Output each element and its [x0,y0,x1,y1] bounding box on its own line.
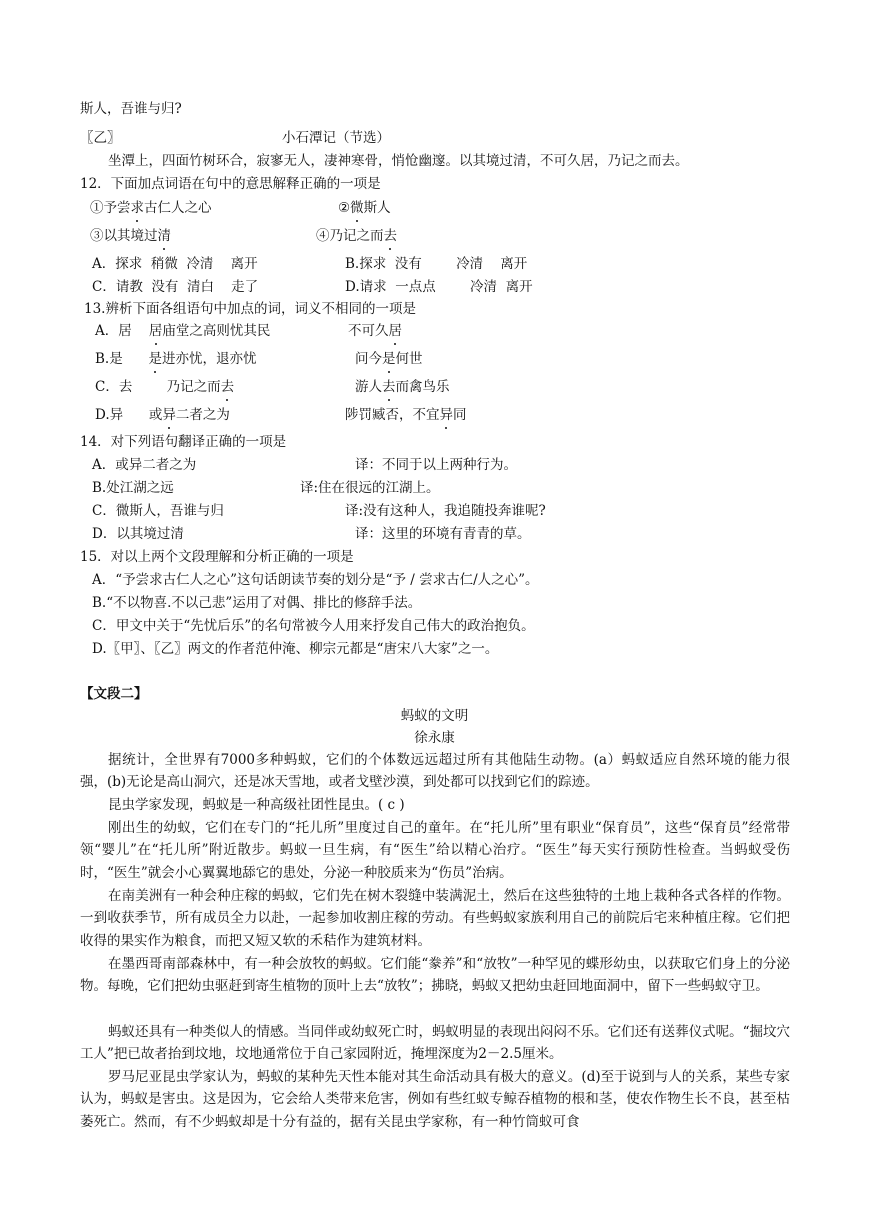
q12-option-d: D.请求 一点点 冷清 离开 [345,279,533,295]
q13-d-left-post: 二者之为 [175,407,230,423]
paragraph-1: 据统计，全世界有7000多种蚂蚁，它们的个体数远远超过所有其他陆生动物。(a）蚂蚁适应自然环境的能力很强，(b)无论是高山洞穴，还是冰天雪地，或者戈壁沙漠，到处都可以找到它们的踪迹。 [80,752,790,791]
paragraph-4: 在南美洲有一种会种庄稼的蚂蚁，它们先在树木裂缝中装满泥土，然后在这些独特的土地上栽种各式各样的作物。一到收获季节，所有成员全力以赴，一起参加收割庄稼的劳动。有些蚂蚁家族利用自己的前院后宅来种植庄稼。它们把收得的果实作为粮食，而把又短又软的禾秸作为建筑材料。 [80,888,790,949]
q14-a-translation: 译：不同于以上两种行为。 [355,457,517,473]
q13-a-right [348,320,402,342]
q12-option-a: A．探求 稍微 冷清 离开 [92,256,258,272]
section2-heading: 【文段二】 [80,686,148,702]
q13-c-right-dotted: 去 [382,376,396,398]
yi-text: 坐潭上，四面竹树环合，寂寥无人，凄神寒骨，悄怆幽邃。以其境过清，不可久居，乃记之而去。 [108,153,689,169]
q12-s2-post: 斯人 [363,200,391,216]
q13-a-right-pre: 不可久 [348,323,389,339]
q13-d-right-dotted: 异 [440,404,454,426]
q13-d-left [95,404,230,426]
jia-tail-line: 斯人，吾谁与归? [80,101,182,117]
paragraph-6: 蚂蚁还具有一种类似人的情感。当同伴或幼蚁死亡时，蚂蚁明显的表现出闷闷不乐。它们还有送葬仪式呢。“掘坟穴工人”把已故者抬到坟地，坟地通常位于自己家园附近，掩埋深度为2－2.5厘米。 [80,1024,790,1063]
yi-title: 小石潭记（节选） [282,130,390,146]
q13-d-left-pre: D.异 或 [95,407,163,423]
q13-b-right-post: 何世 [395,351,423,367]
q12-s3-pre: ③以其境过 [90,228,158,244]
paragraph-3: 刚出生的幼蚁，它们在专门的“托儿所”里度过自己的童年。在“托儿所”里有职业“保育员”，这些“保育员”经常带领“婴儿”在“托儿所”附近散步。蚂蚁一旦生病，有“医生”给以精心治疗。“医生”每天实行预防性检查。当蚂蚁受伤时，“医生”就会小心翼翼地舔它的患处，分泌一种胶质来为“伤员”治病。 [80,820,790,881]
q14-b-source: B.处江湖之远 [92,480,174,496]
article-title: 蚂蚁的文明 [400,708,469,724]
q14-stem: 14．对下列语句翻译正确的一项是 [80,434,287,450]
q12-s2-dotted: 微 [350,197,364,219]
q14-b-translation: 译:住在很远的江湖上。 [300,480,440,496]
q12-s2-pre: ② [338,200,351,216]
article-author: 徐永康 [414,730,455,746]
q13-b-right-pre: 问今 [355,351,382,367]
q13-d-right [345,404,467,426]
q15-option-a: A．“予尝求古仁人之心”这句话朗读节奏的划分是“予 / 尝求古仁/人之心”。 [92,572,539,588]
q13-a-left-pre: A．居 [95,323,149,339]
q13-d-left-dotted: 异 [162,404,176,426]
q12-s3-dotted: 清 [158,225,172,247]
yi-tag: 〖乙〗 [80,130,121,146]
q13-c-right [355,376,450,398]
q13-b-right-dotted: 是 [382,348,396,370]
q13-b-left-post: 进亦忧，退亦忧 [161,351,257,367]
q12-s4 [316,225,397,247]
q12-option-b: B.探求 没有 冷清 离开 [345,256,528,272]
q14-c-translation: 译:没有这种人，我追随投奔谁呢? [345,503,546,519]
q14-d-translation: 译：这里的环境有青青的草。 [355,526,531,542]
q12-s4-dotted: 去 [384,225,398,247]
q12-s1-dotted: 求 [131,197,145,219]
q13-a-left [95,320,270,342]
q13-c-left-pre: C．去 乃记之而 [95,379,221,395]
q14-d-source: D．以其境过清 [92,526,184,542]
q12-s1 [90,197,212,219]
q12-s4-pre: ④乃记之而 [316,228,384,244]
q13-stem: 13.辨析下面各组语句中加点的词，词义不相同的一项是 [84,301,416,317]
q13-c-right-pre: 游人 [355,379,382,395]
q13-c-left-dotted: 去 [221,376,235,398]
q15-option-b: B.“不以物喜.不以己悲”运用了对偶、排比的修辞手法。 [92,595,422,611]
q13-a-right-dotted: 居 [389,320,403,342]
q13-d-right-pre: 陟罚臧否，不宜 [345,407,440,423]
q14-a-source: A．或异二者之为 [92,457,197,473]
q13-b-left [95,348,256,370]
q15-stem: 15．对以上两个文段理解和分析正确的一项是 [80,549,354,565]
q13-a-left-dotted: 居 [149,320,163,342]
q12-stem: 12．下面加点词语在句中的意思解释正确的一项是 [80,176,381,192]
q12-s1-pre: ①予尝 [90,200,131,216]
q12-s2 [338,197,391,219]
q12-s1-post: 古仁人之心 [144,200,212,216]
q13-c-right-post: 而禽鸟乐 [395,379,450,395]
q13-b-right [355,348,423,370]
paragraph-2: 昆虫学家发现，蚂蚁是一种高级社团性昆虫。( c ) [108,797,405,813]
paragraph-7: 罗马尼亚昆虫学家认为，蚂蚁的某种先天性本能对其生命活动具有极大的意义。(d)至于说到与人的关系，某些专家认为，蚂蚁是害虫。这是因为，它会给人类带来危害，例如有些红蚁专鲸吞植物的根和茎，使农作物生长不良，甚至枯萎死亡。然而，有不少蚂蚁却是十分有益的，据有关昆虫学家称，有一种竹筒蚁可食 [80,1069,790,1130]
q13-b-left-pre: B.是 [95,351,149,367]
paragraph-5: 在墨西哥南部森林中，有一种会放牧的蚂蚁。它们能“豢养”和“放牧”一种罕见的蝶形幼虫，以获取它们身上的分泌物。每晚，它们把幼虫驱赶到寄生植物的顶叶上去“放牧”；拂晓，蚂蚁又把幼虫赶回地面洞中，留下一些蚂蚁守卫。 [80,956,790,995]
q13-b-left-dotted: 是 [148,348,162,370]
q15-option-c: C．甲文中关于“先忧后乐”的名句常被今人用来抒发自己伟大的政治抱负。 [92,618,535,634]
q13-d-right-post: 同 [453,407,467,423]
q13-c-left [95,376,234,398]
q12-s3 [90,225,171,247]
q15-option-d: D.〖甲〗、〖乙〗两文的作者范仲淹、柳宗元都是“唐宋八大家”之一。 [92,641,499,657]
q14-c-source: C．微斯人，吾谁与归 [92,503,224,519]
q12-option-c: C．请教 没有 清白 走了 [92,279,259,295]
q13-a-left-post: 庙堂之高则忧其民 [162,323,271,339]
